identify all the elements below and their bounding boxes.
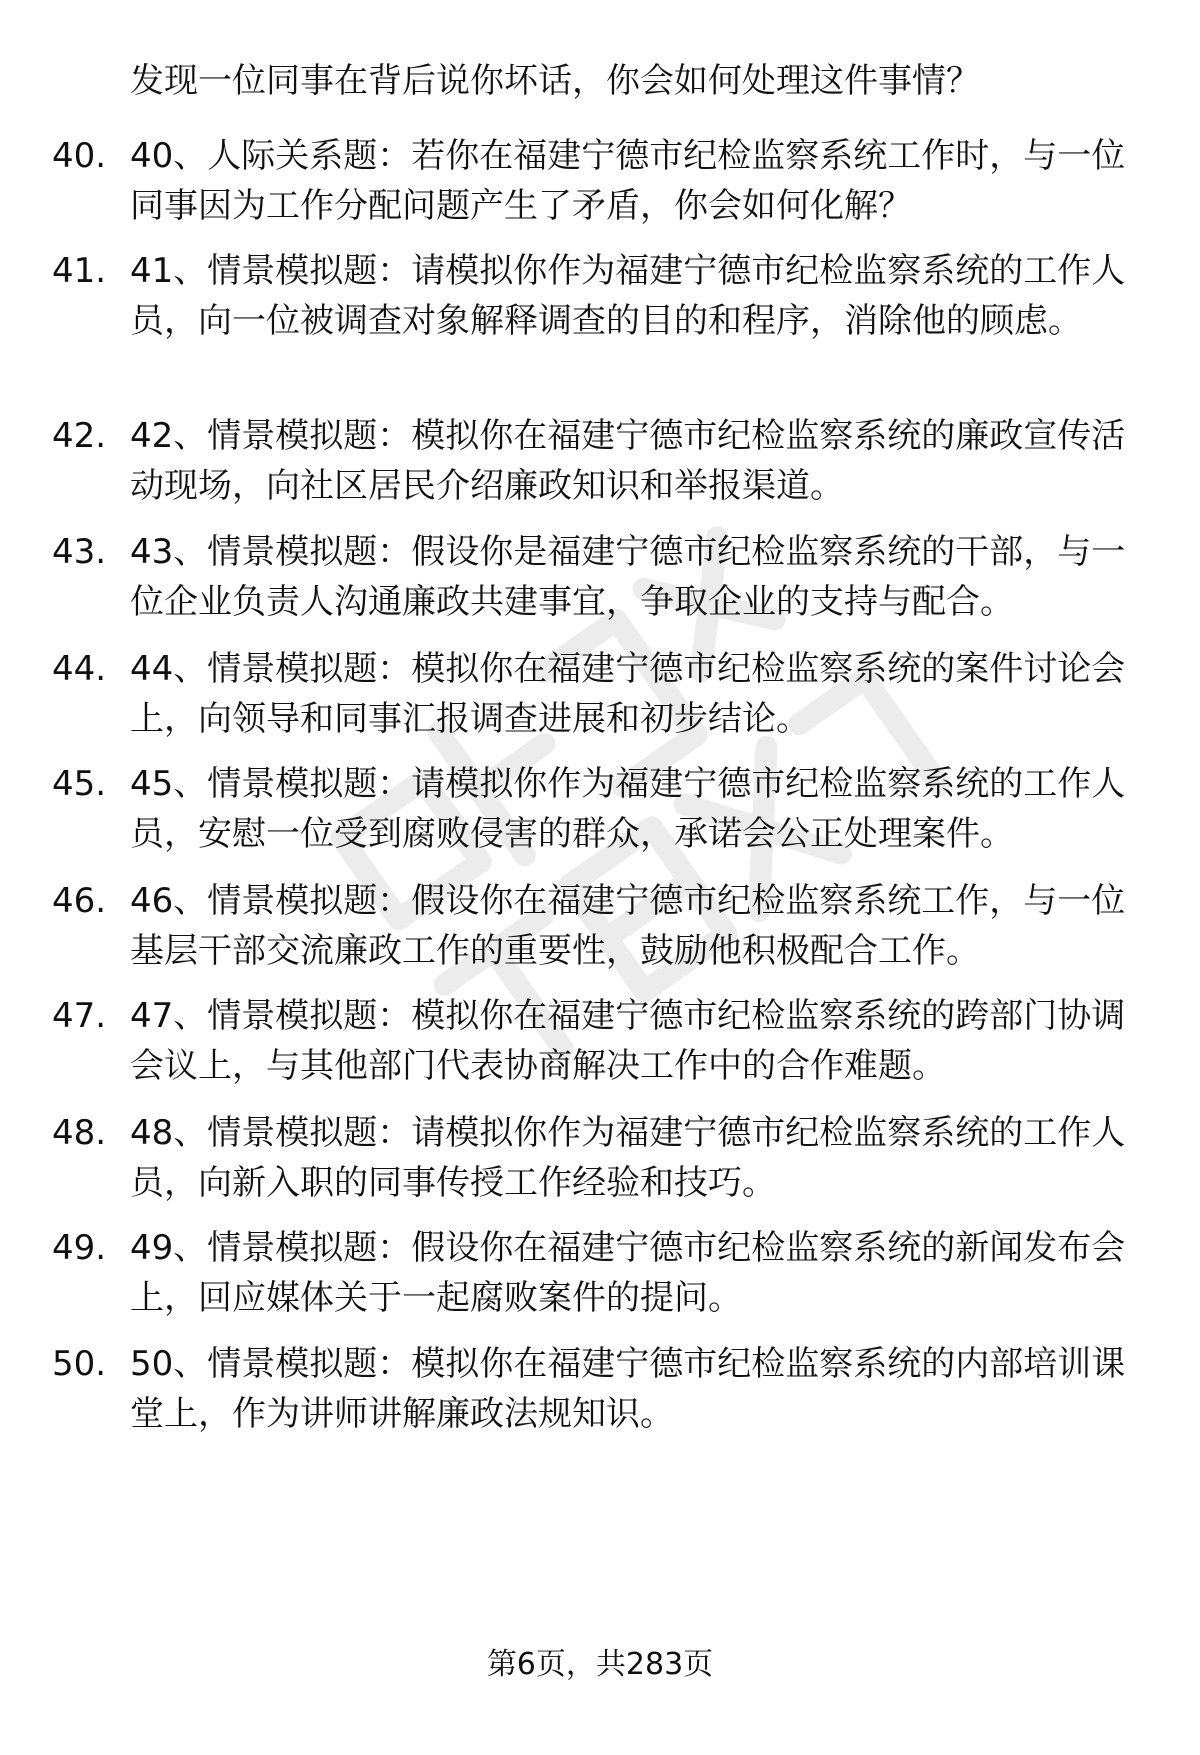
item-text: 41、情景模拟题：请模拟你作为福建宁德市纪检监察系统的工作人员，向一位被调查对象解释调查的目的和程序，消除他的顾虑。 <box>130 251 1126 341</box>
item-text: 45、情景模拟题：请模拟你作为福建宁德市纪检监察系统的工作人员，安慰一位受到腐败侵害的群众，承诺会公正处理案件。 <box>130 764 1126 854</box>
item-text: 48、情景模拟题：请模拟你作为福建宁德市纪检监察系统的工作人员，向新入职的同事传授工作经验和技巧。 <box>130 1113 1126 1203</box>
item-text: 49、情景模拟题：假设你在福建宁德市纪检监察系统的新闻发布会上，回应媒体关于一起腐败案件的提问。 <box>130 1228 1126 1318</box>
item-number: 49. <box>52 1228 107 1268</box>
item-text: 42、情景模拟题：模拟你在福建宁德市纪检监察系统的廉政宣传活动现场，向社区居民介绍廉政知识和举报渠道。 <box>130 416 1126 506</box>
item-text: 44、情景模拟题：模拟你在福建宁德市纪检监察系统的案件讨论会上，向领导和同事汇报调查进展和初步结论。 <box>130 649 1126 739</box>
item-number: 48. <box>52 1113 107 1153</box>
item-number: 45. <box>52 764 107 804</box>
item-text: 46、情景模拟题：假设你在福建宁德市纪检监察系统工作，与一位基层干部交流廉政工作的重要性，鼓励他积极配合工作。 <box>130 881 1126 971</box>
item-text: 47、情景模拟题：模拟你在福建宁德市纪检监察系统的跨部门协调会议上，与其他部门代表协商解决工作中的合作难题。 <box>130 996 1126 1086</box>
continued-question-text: 发现一位同事在背后说你坏话，你会如何处理这件事情？ <box>130 61 980 101</box>
item-number: 43. <box>52 532 107 572</box>
item-text: 43、情景模拟题：假设你是福建宁德市纪检监察系统的干部，与一位企业负责人沟通廉政共建事宜，争取企业的支持与配合。 <box>130 532 1126 622</box>
item-number: 41. <box>52 251 107 291</box>
item-number: 46. <box>52 881 107 921</box>
item-number: 47. <box>52 996 107 1036</box>
item-text: 40、人际关系题：若你在福建宁德市纪检监察系统工作时，与一位同事因为工作分配问题产生了矛盾，你会如何化解？ <box>130 136 1126 226</box>
item-number: 40. <box>52 136 107 176</box>
item-number: 50. <box>52 1344 107 1384</box>
item-number: 42. <box>52 416 107 456</box>
item-number: 44. <box>52 649 107 689</box>
item-text: 50、情景模拟题：模拟你在福建宁德市纪检监察系统的内部培训课堂上，作为讲师讲解廉政法规知识。 <box>130 1344 1126 1434</box>
page-footer: 第6页，共283页 <box>486 1647 714 1682</box>
